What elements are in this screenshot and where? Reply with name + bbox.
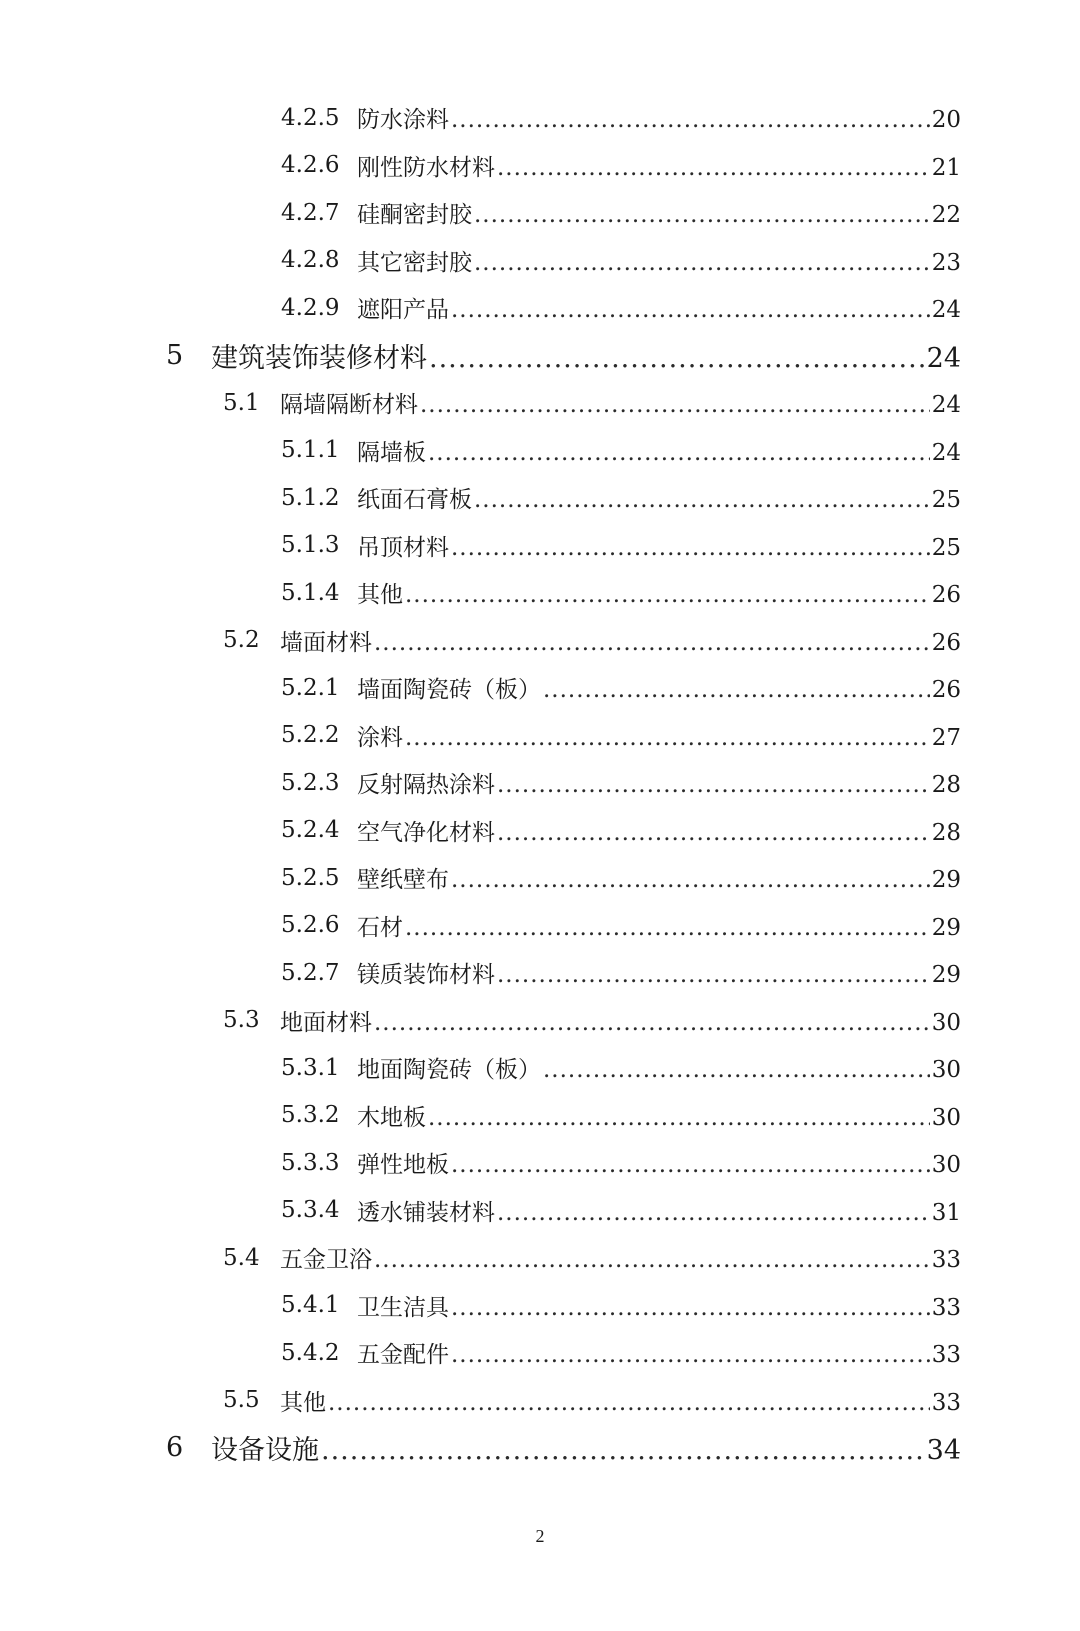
dot-leader [321, 1435, 925, 1466]
toc-entry-line [280, 1004, 961, 1037]
toc-entry[interactable] [0, 332, 1080, 380]
toc-entry-number: 5.2.1 [281, 674, 340, 701]
toc-entry-number: 5.4.1 [281, 1292, 340, 1319]
dot-leader [405, 725, 930, 751]
toc-entry-line [357, 956, 961, 989]
toc-entry-line [357, 1289, 961, 1322]
toc-entry-line [357, 149, 961, 182]
toc-entry-number: 5.1.3 [281, 532, 340, 559]
toc-entry[interactable] [0, 1329, 1080, 1377]
toc-entry[interactable] [0, 1234, 1080, 1282]
dot-leader [428, 1105, 930, 1131]
toc-entry[interactable] [0, 284, 1080, 332]
toc-entry[interactable] [0, 142, 1080, 190]
toc-entry-title: 涂料 [357, 724, 403, 751]
toc-entry-number: 5 [166, 339, 184, 371]
toc-entry-title: 弹性地板 [357, 1152, 449, 1179]
toc-entry-line [280, 386, 961, 419]
toc-entry-page: 29 [931, 914, 961, 941]
toc-entry-page: 23 [931, 249, 961, 276]
toc-entry-line [357, 671, 961, 704]
toc-entry[interactable] [0, 1424, 1080, 1472]
toc-entry-title: 空气净化材料 [357, 819, 495, 846]
toc-entry-title: 其它密封胶 [357, 249, 472, 276]
dot-leader [451, 297, 930, 323]
toc-entry-line [211, 336, 961, 375]
dot-leader [451, 1295, 930, 1321]
toc-entry-line [357, 766, 961, 799]
toc-entry[interactable] [0, 902, 1080, 950]
dot-leader [451, 107, 930, 133]
toc-entry-number: 5.3.2 [281, 1102, 340, 1129]
toc-entry-title: 吊顶材料 [357, 534, 449, 561]
toc-entry[interactable] [0, 94, 1080, 142]
toc-entry-number: 5.3.1 [281, 1054, 340, 1081]
toc-entry-page: 24 [931, 439, 961, 466]
toc-entry-number: 5.1.1 [281, 437, 340, 464]
toc-entry-number: 5.1 [223, 389, 260, 416]
dot-leader [328, 1390, 930, 1416]
toc-entry[interactable] [0, 522, 1080, 570]
dot-leader [497, 820, 930, 846]
toc-entry-number: 5.4 [223, 1244, 260, 1271]
toc-entry-title: 五金配件 [357, 1342, 449, 1369]
toc-entry-title: 遮阳产品 [357, 297, 449, 324]
toc-entry-title: 地面材料 [280, 1009, 372, 1036]
toc-entry-line [357, 481, 961, 514]
toc-entry-title: 壁纸壁布 [357, 867, 449, 894]
toc-entry-line [357, 1146, 961, 1179]
toc-entry[interactable] [0, 854, 1080, 902]
dot-leader [497, 962, 930, 988]
toc-entry-line [357, 101, 961, 134]
toc-entry-page: 22 [931, 202, 961, 229]
toc-entry-page: 21 [931, 154, 961, 181]
toc-entry[interactable] [0, 237, 1080, 285]
toc-entry-number: 5.2.5 [281, 864, 340, 891]
dot-leader [451, 1342, 930, 1368]
toc-entry-page: 33 [931, 1247, 961, 1274]
toc-entry-page: 29 [931, 962, 961, 989]
toc-entry[interactable] [0, 379, 1080, 427]
toc-entry-title: 五金卫浴 [280, 1247, 372, 1274]
toc-entry[interactable] [0, 712, 1080, 760]
toc-entry-title: 卫生洁具 [357, 1294, 449, 1321]
toc-entry-number: 4.2.8 [281, 247, 340, 274]
toc-entry[interactable] [0, 427, 1080, 475]
toc-entry-page: 30 [931, 1152, 961, 1179]
toc-entry-title: 硅酮密封胶 [357, 202, 472, 229]
toc-entry-page: 31 [931, 1199, 961, 1226]
toc-entry[interactable] [0, 807, 1080, 855]
toc-entry-number: 5.2.4 [281, 817, 340, 844]
toc-entry-number: 5.3 [223, 1007, 260, 1034]
toc-entry-number: 5.2.2 [281, 722, 340, 749]
toc-entry-title: 镁质装饰材料 [357, 962, 495, 989]
toc-entry-page: 27 [931, 724, 961, 751]
toc-entry-page: 20 [931, 107, 961, 134]
toc-entry-page: 25 [931, 487, 961, 514]
toc-entry-page: 33 [931, 1294, 961, 1321]
toc-entry-line [357, 1051, 961, 1084]
toc-entry-line [357, 719, 961, 752]
dot-leader [451, 867, 930, 893]
toc-entry-page: 28 [931, 819, 961, 846]
toc-entry[interactable] [0, 1044, 1080, 1092]
toc-entry-number: 5.2.3 [281, 769, 340, 796]
toc-entry[interactable] [0, 1282, 1080, 1330]
toc-entry-number: 5.1.2 [281, 484, 340, 511]
page-number: 2 [535, 1526, 545, 1546]
toc-entry-line [357, 529, 961, 562]
toc-entry-page: 26 [931, 677, 961, 704]
dot-leader [497, 1200, 930, 1226]
toc-entry-line [357, 861, 961, 894]
toc-entry-title: 其他 [280, 1389, 326, 1416]
toc-entry-line [211, 1428, 961, 1467]
toc-entry-page: 34 [926, 1435, 961, 1467]
toc-entry-page: 24 [931, 297, 961, 324]
dot-leader [497, 155, 930, 181]
dot-leader [451, 535, 930, 561]
toc-entry-title: 墙面陶瓷砖（板） [357, 677, 541, 704]
toc-entry[interactable] [0, 759, 1080, 807]
toc-entry-title: 防水涂料 [357, 107, 449, 134]
toc-entry-page: 29 [931, 867, 961, 894]
toc-entry[interactable] [0, 569, 1080, 617]
dot-leader [405, 915, 930, 941]
toc-entry-line [357, 434, 961, 467]
toc-entry-page: 30 [931, 1009, 961, 1036]
toc-entry-title: 建筑装饰装修材料 [211, 342, 427, 374]
toc-entry-line [357, 814, 961, 847]
toc-entry-line [357, 1194, 961, 1227]
dot-leader [429, 343, 925, 374]
dot-leader [451, 1152, 930, 1178]
toc-entry-line [280, 624, 961, 657]
toc-entry-number: 4.2.7 [281, 199, 340, 226]
toc-entry[interactable] [0, 1187, 1080, 1235]
toc-entry-page: 24 [926, 342, 961, 374]
toc-entry-line [357, 196, 961, 229]
toc-entry-line [280, 1241, 961, 1274]
dot-leader [374, 1010, 930, 1036]
table-of-contents [0, 94, 1080, 1472]
toc-entry-number: 5.5 [223, 1387, 260, 1414]
toc-entry-page: 26 [931, 629, 961, 656]
toc-entry-page: 33 [931, 1389, 961, 1416]
toc-entry-page: 25 [931, 534, 961, 561]
dot-leader [543, 677, 930, 703]
toc-entry[interactable] [0, 949, 1080, 997]
toc-entry-number: 5.2.6 [281, 912, 340, 939]
toc-entry[interactable] [0, 474, 1080, 522]
toc-entry-line [357, 291, 961, 324]
toc-entry-title: 刚性防水材料 [357, 154, 495, 181]
dot-leader [474, 487, 930, 513]
toc-entry-title: 透水铺装材料 [357, 1199, 495, 1226]
dot-leader [474, 202, 930, 228]
toc-entry-title: 木地板 [357, 1104, 426, 1131]
toc-entry[interactable] [0, 617, 1080, 665]
dot-leader [474, 250, 930, 276]
toc-entry-page: 28 [931, 772, 961, 799]
toc-entry-number: 6 [166, 1432, 184, 1464]
toc-entry-title: 墙面材料 [280, 629, 372, 656]
toc-entry-title: 隔墙隔断材料 [280, 392, 418, 419]
toc-entry-line [280, 1384, 961, 1417]
dot-leader [405, 582, 930, 608]
toc-entry[interactable] [0, 997, 1080, 1045]
toc-entry[interactable] [0, 189, 1080, 237]
toc-entry-line [357, 1099, 961, 1132]
toc-entry-title: 纸面石膏板 [357, 487, 472, 514]
toc-entry[interactable] [0, 664, 1080, 712]
toc-entry-number: 5.3.4 [281, 1197, 340, 1224]
toc-entry-number: 5.1.4 [281, 579, 340, 606]
toc-entry-number: 4.2.9 [281, 294, 340, 321]
toc-entry-line [357, 244, 961, 277]
dot-leader [420, 392, 930, 418]
dot-leader [374, 1247, 930, 1273]
toc-entry-title: 设备设施 [211, 1435, 319, 1467]
toc-entry-page: 30 [931, 1057, 961, 1084]
toc-entry-title: 反射隔热涂料 [357, 772, 495, 799]
dot-leader [497, 772, 930, 798]
toc-entry-number: 4.2.5 [281, 104, 340, 131]
toc-entry-title: 地面陶瓷砖（板） [357, 1057, 541, 1084]
toc-entry-page: 33 [931, 1342, 961, 1369]
dot-leader [428, 440, 930, 466]
toc-entry-number: 5.3.3 [281, 1149, 340, 1176]
toc-entry[interactable] [0, 1092, 1080, 1140]
toc-entry[interactable] [0, 1139, 1080, 1187]
toc-entry-page: 30 [931, 1104, 961, 1131]
toc-entry-number: 5.2.7 [281, 959, 340, 986]
toc-entry-line [357, 1336, 961, 1369]
dot-leader [543, 1057, 930, 1083]
toc-entry-number: 4.2.6 [281, 152, 340, 179]
dot-leader [374, 630, 930, 656]
toc-entry-line [357, 909, 961, 942]
toc-entry-title: 隔墙板 [357, 439, 426, 466]
toc-entry-title: 石材 [357, 914, 403, 941]
toc-entry-page: 26 [931, 582, 961, 609]
toc-entry-number: 5.4.2 [281, 1339, 340, 1366]
toc-entry[interactable] [0, 1377, 1080, 1425]
toc-entry-page: 24 [931, 392, 961, 419]
toc-entry-title: 其他 [357, 582, 403, 609]
toc-entry-number: 5.2 [223, 627, 260, 654]
toc-entry-line [357, 576, 961, 609]
